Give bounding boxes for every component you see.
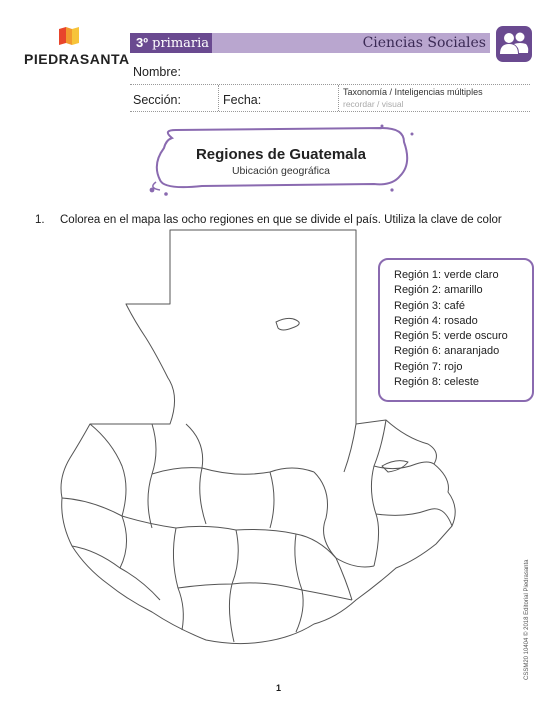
map-border [178,583,352,600]
map-border [376,509,452,526]
legend-item: Región 7: rojo [394,360,463,373]
page-number: 1 [276,683,282,693]
legend-item: Región 8: celeste [394,376,479,389]
legend-item: Región 2: amarillo [394,284,483,297]
color-key [378,258,534,402]
legend-item: Región 5: verde oscuro [394,330,508,343]
map-border [90,424,126,516]
copyright-code: CSSM20 10404 © 2018 Editorial Piedrasanta [524,559,530,680]
grade-label [136,35,209,51]
grade-word: primaria [152,36,210,51]
legend-item: Región 6: anaranjado [394,345,500,358]
brand-logo-text: PIEDRASANTA [24,51,130,67]
grade-subject-bar [130,33,490,53]
taxonomy-title: Taxonomía / Inteligencias múltiples [343,87,483,97]
section-label: Sección: [133,93,181,107]
map-border [229,530,238,642]
map-border [186,424,206,524]
map-border [173,528,183,630]
question-number: 1. [35,214,45,226]
map-border [295,534,303,632]
name-field[interactable] [130,84,530,85]
map-border [344,424,356,472]
subject-label: Ciencias Sociales [362,35,486,51]
book-logo-icon [58,26,80,46]
color-key-list [394,268,508,390]
name-label: Nombre: [133,65,181,79]
legend-item: Región 3: café [394,299,465,312]
question-text: Colorea en el mapa las ocho regiones en que se divide el país. Utiliza la clave de color [60,214,502,226]
map-border [72,546,160,600]
date-label: Fecha: [223,93,262,107]
worksheet-subtitle: Ubicación geográfica [231,165,331,177]
map-border [148,424,156,528]
lake-shape [276,318,299,330]
grade-number: 3º [136,35,148,50]
map-border [270,472,274,528]
map-border [120,516,127,568]
taxonomy-values: recordar / visual [343,99,404,109]
lake-shape [382,461,408,472]
title-banner [142,124,420,196]
legend-item: Región 1: verde claro [394,269,499,281]
legend-item: Región 4: rosado [394,314,478,327]
map-border [152,468,202,474]
map-border [202,468,314,474]
map-border [314,472,336,558]
worksheet-title: Regiones de Guatemala [195,146,367,163]
people-icon [496,26,532,62]
section-date-field[interactable] [130,111,530,112]
map-border [371,420,386,566]
